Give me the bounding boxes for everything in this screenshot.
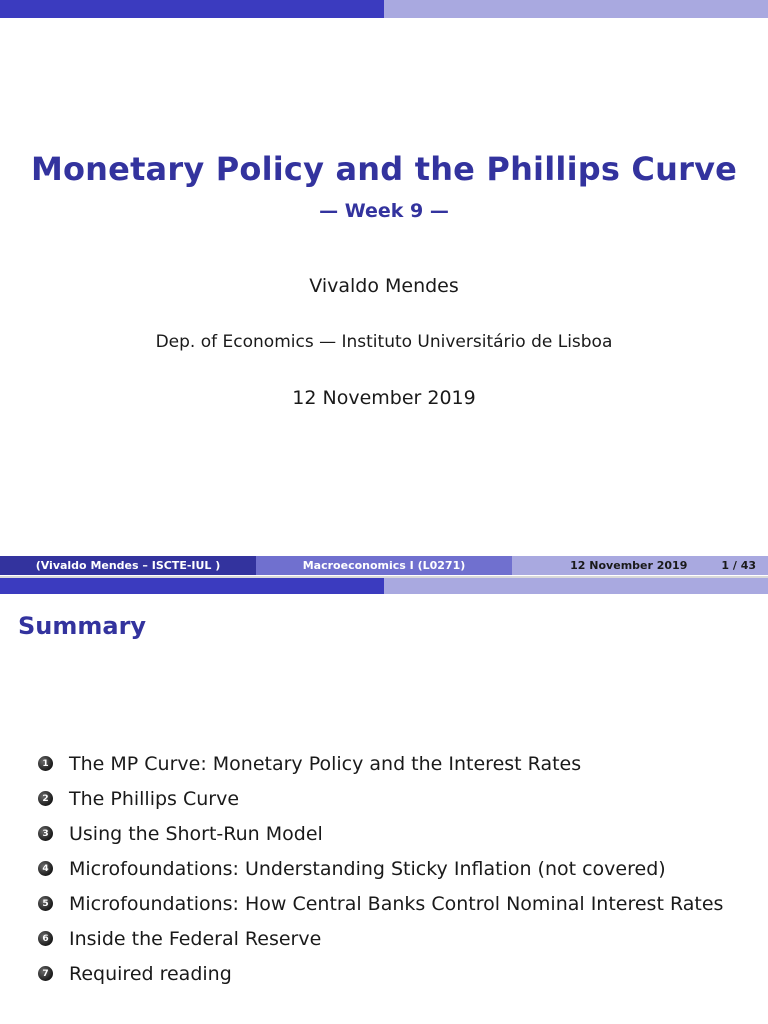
institute: Dep. of Economics — Instituto Universitário de Lisboa: [155, 332, 613, 352]
list-item-label: Microfoundations: How Central Banks Control Nominal Interest Rates: [69, 892, 724, 915]
number-ball-icon: 7: [38, 966, 53, 981]
list-item-label: Using the Short-Run Model: [69, 822, 323, 845]
number-ball-icon: 3: [38, 826, 53, 841]
footer-author: (Vivaldo Mendes – ISCTE-IUL ): [0, 556, 256, 575]
header-bar-dark: [0, 0, 384, 18]
summary-list: [38, 746, 723, 991]
presentation-subtitle: — Week 9 —: [319, 200, 449, 222]
list-item: [38, 921, 723, 956]
footer-page-number: 1 / 43: [721, 559, 756, 572]
footer-course: Macroeconomics I (L0271): [256, 556, 512, 575]
header-bar: [0, 578, 768, 594]
list-item-label: Microfoundations: Understanding Sticky Inflation (not covered): [69, 857, 666, 880]
list-item: [38, 851, 723, 886]
header-bar-light: [384, 0, 768, 18]
list-item-label: The MP Curve: Monetary Policy and the Interest Rates: [69, 752, 582, 775]
number-ball-icon: 5: [38, 896, 53, 911]
summary-slide: [0, 578, 768, 1024]
frame-title: Summary: [18, 612, 147, 640]
list-item-label: Required reading: [69, 962, 232, 985]
presentation-date: 12 November 2019: [292, 387, 476, 409]
footer-right: [512, 556, 768, 575]
list-item-label: Inside the Federal Reserve: [69, 927, 322, 950]
list-item: [38, 781, 723, 816]
header-bar: [0, 0, 768, 18]
presentation-title: Monetary Policy and the Phillips Curve: [30, 150, 738, 188]
author-name: Vivaldo Mendes: [309, 275, 459, 297]
header-bar-light: [384, 578, 768, 594]
list-item: [38, 956, 723, 991]
footer-bar: [0, 556, 768, 575]
list-item: [38, 816, 723, 851]
list-item: [38, 886, 723, 921]
number-ball-icon: 4: [38, 861, 53, 876]
number-ball-icon: 6: [38, 931, 53, 946]
number-ball-icon: 1: [38, 756, 53, 771]
list-item-label: The Phillips Curve: [69, 787, 240, 810]
list-item: [38, 746, 723, 781]
number-ball-icon: 2: [38, 791, 53, 806]
footer-date: 12 November 2019: [570, 559, 688, 572]
header-bar-dark: [0, 578, 384, 594]
